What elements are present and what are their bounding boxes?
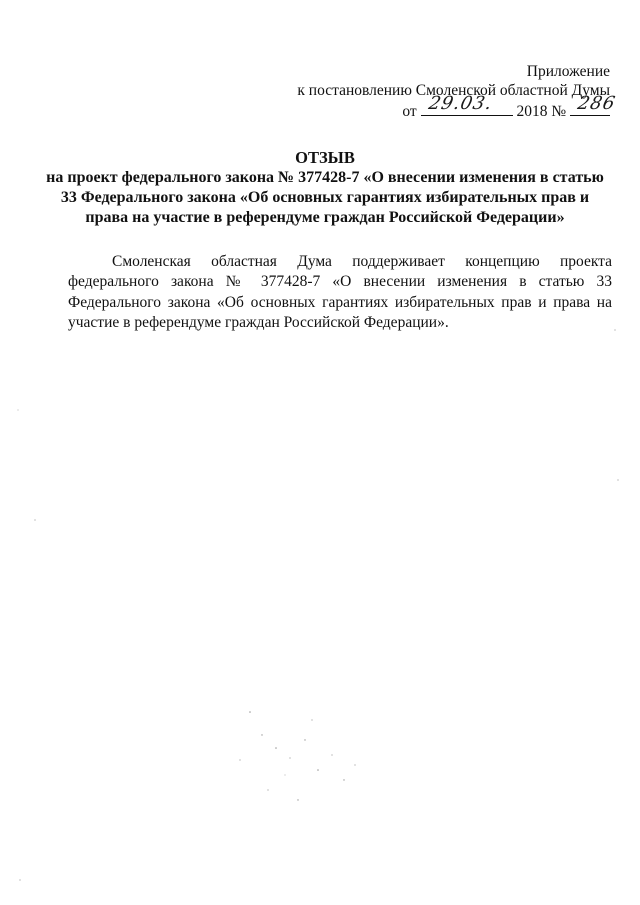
handwritten-date: 29.03. (426, 93, 495, 114)
body-paragraph: Смоленская областная Дума поддерживает концепцию проекта федерального закона № 377428-7 «О внесении изменения в статью 33 Федерального закона «Об основных гарантиях избирательных прав и права на участие в референдуме граждан Российской Федерации». (68, 252, 612, 331)
handwritten-number: 286 (575, 93, 618, 114)
date-blank (421, 93, 513, 116)
appendix-title: Приложение (526, 63, 610, 80)
document-title: ОТЗЫВ (295, 148, 355, 167)
date-prefix: от (402, 103, 417, 120)
appendix-block (230, 62, 618, 121)
appendix-resolution: к постановлению Смоленской областной Думы (297, 82, 610, 99)
year-number-label: 2018 № (516, 103, 567, 120)
document-subtitle: на проект федерального закона № 377428-7 «О внесении изменения в статью 33 Федерального закона «Об основных гарантиях избирательных прав и права на участие в референдуме граждан Российской Федерации» (46, 169, 604, 226)
number-blank (570, 93, 618, 116)
document-heading (40, 148, 610, 228)
appendix-date-line (230, 93, 618, 121)
